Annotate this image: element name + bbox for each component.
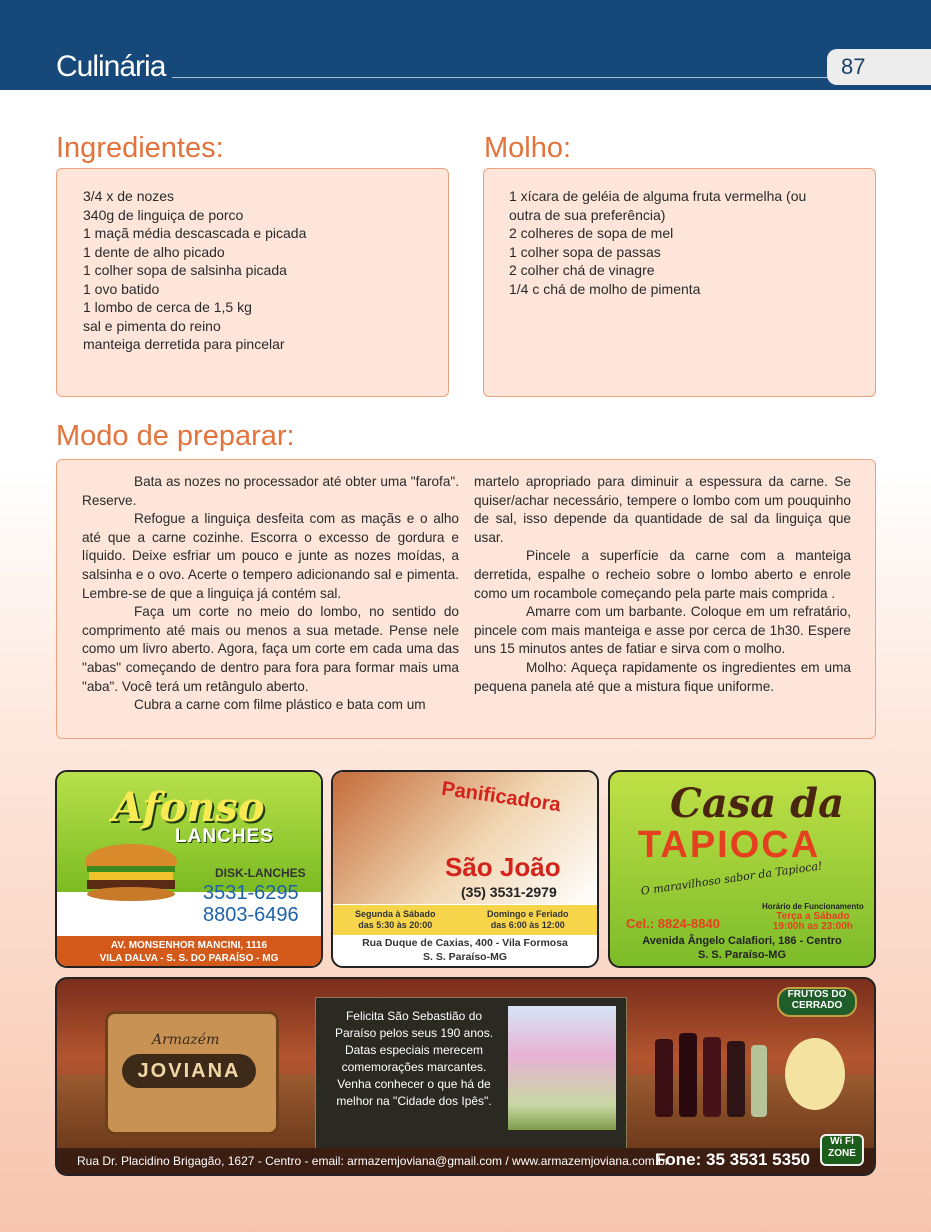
list-item: 1 dente de alho picado: [83, 243, 225, 260]
frutos-do-cerrado-logo: FRUTOS DO CERRADO: [777, 987, 857, 1017]
sauce-box: [483, 168, 876, 397]
hours-text: Domingo e Feriado: [487, 909, 569, 919]
address-line: AV. MONSENHOR MANCINI, 1116: [110, 940, 268, 951]
ad-armazem-joviana: [55, 977, 876, 1176]
afonso-subtitle: LANCHES: [175, 826, 274, 847]
tapioca-logo-line1: Casa da: [670, 780, 845, 827]
address-line: VILA DALVA - S. S. DO PARAÍSO - MG: [99, 953, 279, 964]
afonso-phone-2: 8803-6496: [203, 904, 299, 926]
ad-panificadora: [331, 770, 599, 968]
list-item: 1 xícara de geléia de alguma fruta vermelha (ou: [509, 188, 807, 204]
tapioca-slogan: O maravilhoso sabor da Tapioca!: [639, 859, 824, 898]
joviana-logo: JOVIANA: [122, 1054, 256, 1088]
prep-paragraph: Pincele a superfície da carne com a manteiga derretida, espalhe o recheio sobre o lombo aberto e enrole como um rocambole começando pela parte mais comprida .: [474, 548, 851, 601]
address-line: Avenida Ângelo Calafiori, 186 - Centro: [642, 935, 842, 947]
section-title: Culinária: [56, 50, 166, 83]
hours-days: Terça a Sábado: [776, 911, 850, 922]
ad-casa-da-tapioca: [608, 770, 876, 968]
address-line: S. S. Paraíso-MG: [697, 949, 787, 961]
list-item: 1 colher sopa de passas: [509, 243, 661, 260]
joviana-sign: [105, 1011, 279, 1135]
ipe-tree-image: [508, 1006, 616, 1130]
wifi-zone-icon: Wi Fi ZONE: [820, 1134, 864, 1166]
ingredients-list: [83, 187, 306, 354]
afonso-disk-label: DISK-LANCHES: [215, 866, 306, 880]
list-item: 1/4 c chá de molho de pimenta: [509, 280, 701, 297]
prep-paragraph: Refogue a linguiça desfeita com as maçãs e o alho até que a carne cozinhe. Escorra o excesso de gordura e líquido. Deixe esfriar um pouco e junte as nozes moídas, a salsinha e o ovo. Acerte o tempero adicionando sal e pimenta. Lembre-se de que a linguiça já contém sal.: [82, 511, 459, 601]
joviana-phone: Fone: 35 3531 5350: [655, 1150, 810, 1169]
page-number: 87: [827, 49, 931, 85]
burger-icon: [81, 842, 181, 902]
ingredients-box: [56, 168, 449, 397]
list-item: 2 colher chá de vinagre: [509, 262, 655, 278]
panificadora-phone: (35) 3531-2979: [461, 884, 557, 900]
ad-afonso-lanches: [55, 770, 323, 968]
list-item: 2 colheres de sopa de mel: [509, 225, 674, 241]
list-item: 1 colher sopa de salsinha picada: [83, 262, 287, 278]
list-item: 1 lombo de cerca de 1,5 kg: [83, 299, 252, 315]
list-item: outra de sua preferência): [509, 206, 666, 223]
afonso-logo: Afonso: [112, 784, 265, 831]
sauce-list: [509, 187, 806, 298]
hours-text: das 5:30 às 20:00: [358, 920, 433, 930]
header-divider: [172, 77, 832, 78]
tapioca-cel: Cel.: 8824-8840: [626, 916, 720, 931]
preparation-right-column: [474, 473, 851, 696]
list-item: sal e pimenta do reino: [83, 317, 221, 334]
afonso-phone-1: 3531-6295: [203, 882, 299, 904]
address-line: S. S. Paraíso-MG: [422, 951, 508, 963]
list-item: manteiga derretida para pincelar: [83, 336, 285, 352]
wine-bottles-image: [645, 1019, 845, 1119]
list-item: 1 ovo batido: [83, 280, 160, 297]
panificadora-name: São João: [445, 852, 561, 882]
tapioca-address: [610, 934, 874, 966]
prep-paragraph: Cubra a carne com filme plástico e bata com um: [134, 697, 426, 713]
list-item: 340g de linguiça de porco: [83, 206, 244, 223]
panificadora-address: [333, 936, 597, 964]
hours-title: Horário de Funcionamento: [762, 902, 864, 911]
hours-time: 19:00h as 23:00h: [772, 921, 853, 932]
joviana-message: Felicita São Sebastião do Paraíso pelos seus 190 anos. Datas especiais merecem comemorações marcantes. Venha conhecer o que há de melhor na "Cidade dos Ipês".: [334, 1009, 494, 1108]
prep-paragraph: Bata as nozes no processador até obter uma "farofa". Reserve.: [82, 474, 459, 508]
prep-paragraph: Faça um corte no meio do lombo, no sentido do comprimento até mais ou menos a sua metade. Pense nele como um livro aberto. Agora, faça um corte em cada uma das "abas" começando de dentro para fora para formar mais uma "aba". Você terá um retângulo aberto.: [82, 604, 459, 694]
sauce-title: Molho:: [484, 132, 572, 164]
address-line: Rua Duque de Caxias, 400 - Vila Formosa: [362, 937, 568, 949]
joviana-footer: Rua Dr. Placidino Brigagão, 1627 - Centro - email: armazemjoviana@gmail.com / www.armazemjoviana.com.br: [57, 1148, 874, 1174]
joviana-logo-small: Armazém: [152, 1032, 220, 1048]
preparation-title: Modo de preparar:: [56, 420, 295, 452]
hours-text: Segunda à Sábado: [355, 909, 436, 919]
joviana-message-box: [315, 997, 627, 1149]
ingredients-title: Ingredientes:: [56, 132, 224, 164]
hours-text: das 6:00 às 12:00: [490, 920, 565, 930]
list-item: 3/4 x de nozes: [83, 188, 175, 204]
tapioca-hours: [762, 902, 864, 932]
afonso-address: [57, 936, 321, 966]
panificadora-title: Panificadora: [440, 777, 563, 817]
preparation-left-column: [82, 473, 459, 715]
panificadora-hours: [333, 905, 597, 935]
tapioca-logo-line2: TAPIOCA: [638, 824, 821, 866]
page-header: [0, 0, 931, 90]
list-item: 1 maçã média descascada e picada: [83, 225, 307, 241]
prep-paragraph: Molho: Aqueça rapidamente os ingredientes em uma pequena panela até que a mistura fique uniforme.: [474, 659, 851, 694]
prep-paragraph: Amarre com um barbante. Coloque em um refratário, pincele com mais manteiga e asse por cerca de 1h30. Espere uns 15 minutos antes de fatiar e sirva com o molho.: [474, 604, 851, 657]
prep-paragraph: martelo apropriado para diminuir a espessura da carne. Se quiser/achar necessário, tempere o lombo com um pouquinho de sal, isso depende da quantidade de sal da linguiça que usar.: [474, 474, 851, 545]
